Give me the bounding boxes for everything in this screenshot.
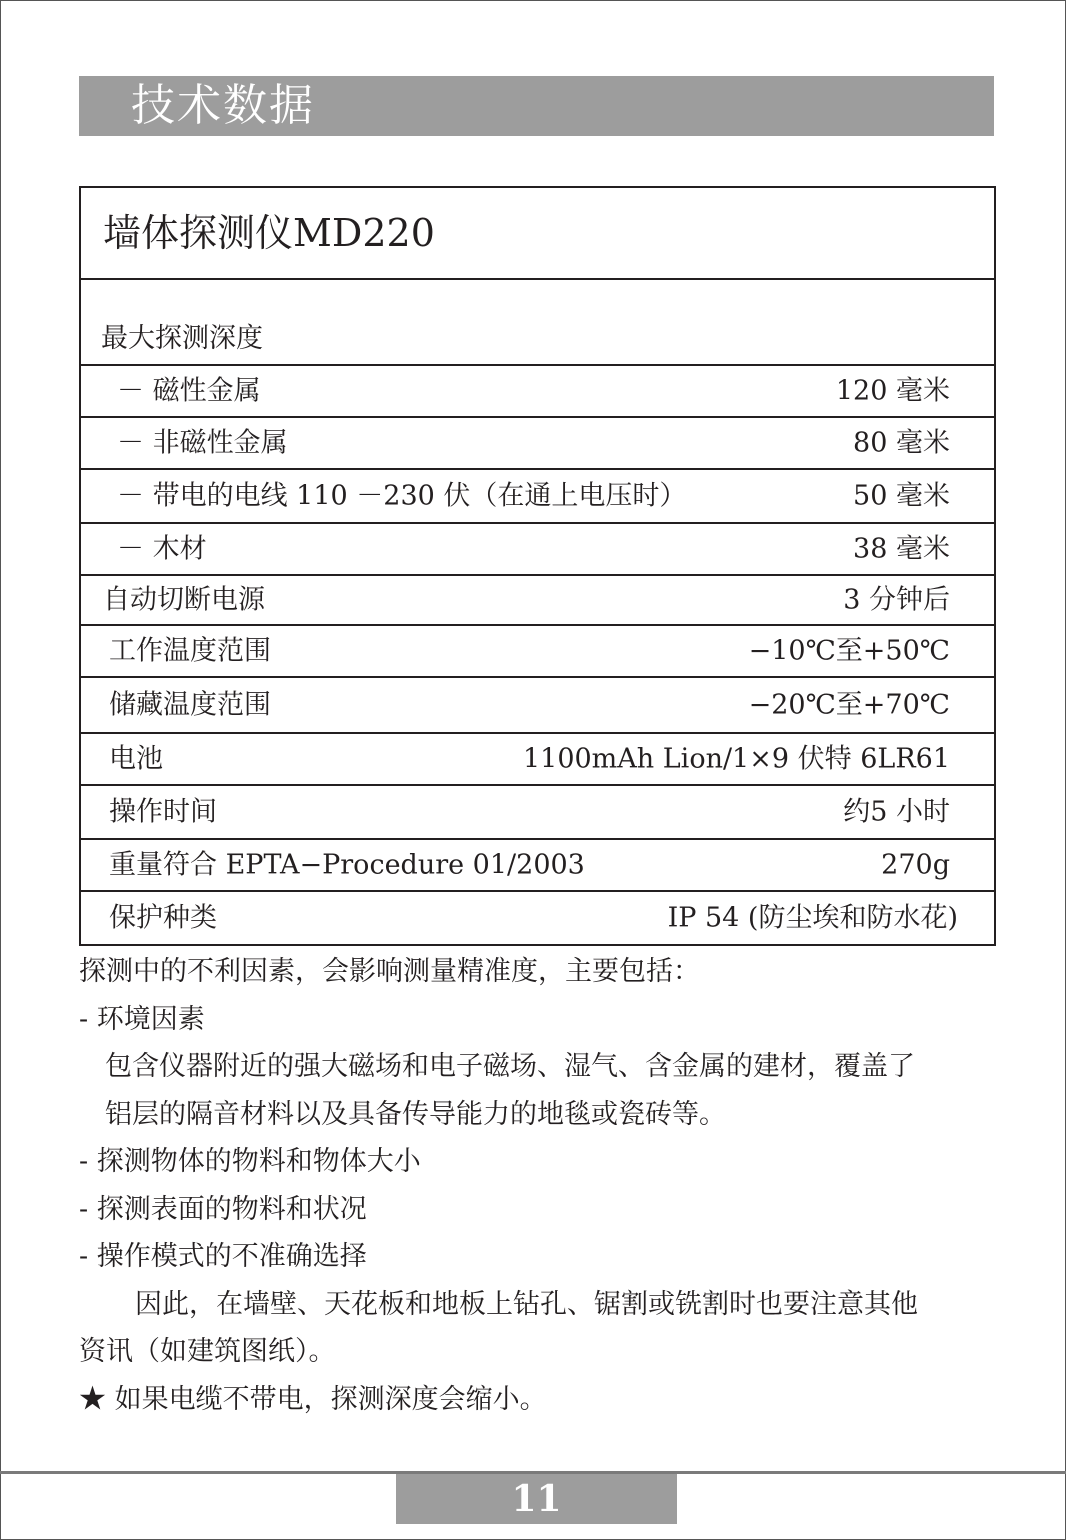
table-row bbox=[80, 417, 995, 469]
row-value: 约5 小时 bbox=[843, 796, 950, 828]
row-value: 270g bbox=[881, 849, 950, 881]
row-label: 保护种类 bbox=[109, 902, 217, 934]
notes-conclusion: 资讯（如建筑图纸）。 bbox=[79, 1336, 336, 1367]
row-label: 重量符合 EPTA−Procedure 01/2003 bbox=[109, 849, 585, 881]
note-item: - 操作模式的不准确选择 bbox=[79, 1241, 367, 1272]
table-row bbox=[80, 733, 995, 785]
note-item: - 探测表面的物料和状况 bbox=[79, 1193, 367, 1225]
row-value: 50 毫米 bbox=[853, 480, 950, 512]
row-label: 自动切断电源 bbox=[103, 584, 265, 616]
table-row bbox=[80, 625, 995, 677]
row-value: IP 54 (防尘埃和防水花) bbox=[667, 902, 958, 934]
depth-section-label: 最大探测深度 bbox=[80, 279, 995, 365]
table-row bbox=[80, 839, 995, 891]
row-label: 工作温度范围 bbox=[109, 635, 271, 667]
row-value: 1100mAh Lion/1×9 伏特 6LR61 bbox=[522, 743, 950, 775]
table-row bbox=[80, 677, 995, 733]
table-row bbox=[80, 469, 995, 523]
table-row bbox=[80, 523, 995, 575]
table-row bbox=[80, 575, 995, 625]
section-title: 技术数据 bbox=[131, 80, 315, 131]
row-label: － 木材 bbox=[117, 533, 207, 565]
notes-footnote: ★ 如果电缆不带电，探测深度会缩小。 bbox=[79, 1383, 547, 1415]
table-row bbox=[80, 891, 995, 945]
row-label: － 磁性金属 bbox=[117, 375, 261, 407]
notes-conclusion: 因此，在墙壁、天花板和地板上钻孔、锯割或铣割时也要注意其他 bbox=[135, 1288, 918, 1320]
row-value: 80 毫米 bbox=[853, 427, 950, 459]
page-number: 11 bbox=[396, 1474, 677, 1524]
notes-section bbox=[79, 948, 994, 1423]
row-label: 电池 bbox=[109, 743, 163, 775]
note-item: - 环境因素 bbox=[79, 1003, 205, 1035]
note-item: - 探测物体的物料和物体大小 bbox=[79, 1146, 421, 1177]
row-label: 操作时间 bbox=[109, 796, 217, 828]
product-name: 墙体探测仪MD220 bbox=[80, 187, 995, 279]
notes-intro: 探测中的不利因素，会影响测量精准度，主要包括： bbox=[79, 956, 700, 987]
note-item-detail: 铝层的隔音材料以及具备传导能力的地毯或瓷砖等。 bbox=[105, 1098, 726, 1130]
row-label: － 带电的电线 110 －230 伏（在通上电压时） bbox=[117, 480, 687, 512]
note-item-detail: 包含仪器附近的强大磁场和电子磁场、湿气、含金属的建材，覆盖了 bbox=[105, 1051, 915, 1082]
row-label: － 非磁性金属 bbox=[117, 427, 288, 459]
row-value: −10℃至+50℃ bbox=[748, 635, 950, 667]
row-value: 120 毫米 bbox=[835, 375, 950, 407]
section-title-bar bbox=[79, 76, 994, 136]
depth-section-row bbox=[80, 279, 995, 365]
table-row bbox=[80, 365, 995, 417]
product-row bbox=[80, 187, 995, 279]
spec-table bbox=[79, 186, 996, 946]
row-value: −20℃至+70℃ bbox=[748, 689, 950, 721]
row-value: 3 分钟后 bbox=[843, 584, 950, 616]
row-value: 38 毫米 bbox=[853, 533, 950, 565]
row-label: 储藏温度范围 bbox=[109, 689, 271, 721]
table-row bbox=[80, 785, 995, 839]
